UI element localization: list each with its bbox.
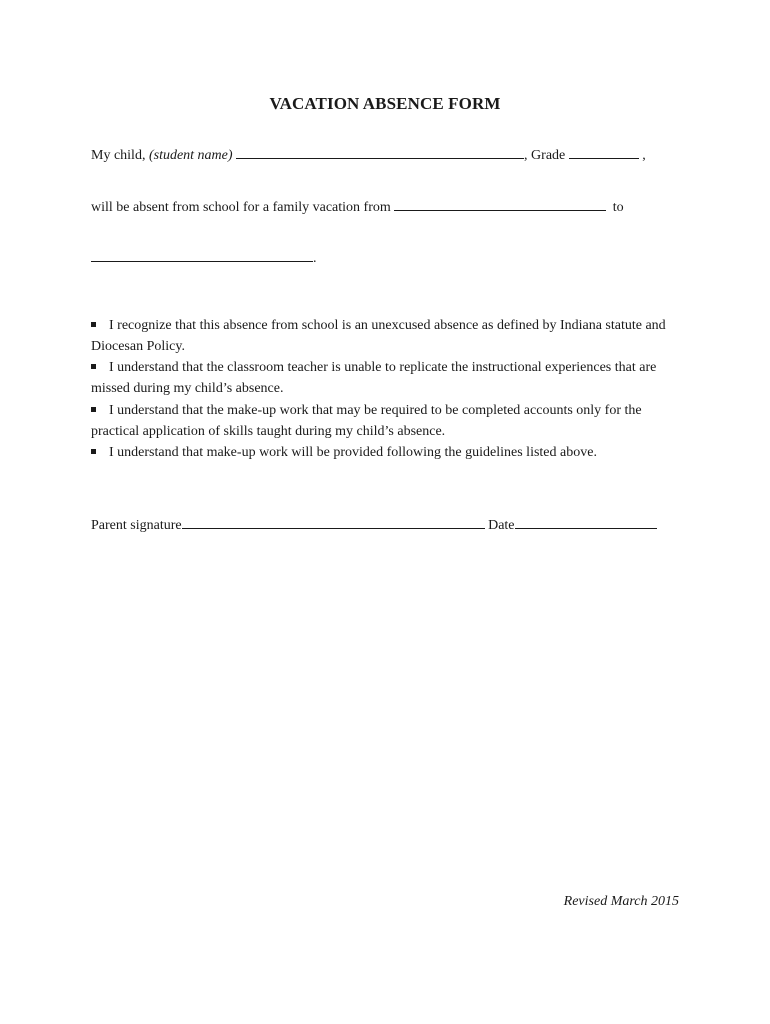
acknowledgement-item xyxy=(91,401,691,442)
acknowledgement-item xyxy=(91,316,691,357)
grade-suffix: , xyxy=(638,148,646,163)
revision-note: Revised March 2015 xyxy=(563,894,679,909)
date-field[interactable] xyxy=(515,516,657,529)
vacation-from-line xyxy=(91,198,624,216)
bullet-icon xyxy=(91,322,96,327)
student-prefix: My child, xyxy=(91,148,149,163)
student-name-field[interactable] xyxy=(236,146,524,159)
acknowledgement-text: I recognize that this absence from school is an unexcused absence as defined by Indiana statute and Diocesan Policy. xyxy=(91,318,666,354)
student-line xyxy=(91,146,646,164)
acknowledgement-item xyxy=(91,443,691,464)
bullet-icon xyxy=(91,449,96,454)
acknowledgement-item xyxy=(91,358,691,399)
acknowledgement-text: I understand that make-up work will be provided following the guidelines listed above. xyxy=(109,445,597,461)
bullet-icon xyxy=(91,364,96,369)
vacation-from-label: will be absent from school for a family vacation from xyxy=(91,200,391,215)
parent-signature-label: Parent signature xyxy=(91,518,182,533)
date-label: Date xyxy=(488,518,515,533)
vacation-to-line xyxy=(91,250,317,267)
parent-signature-field[interactable] xyxy=(182,516,485,529)
acknowledgement-text: I understand that the make-up work that may be required to be completed accounts only for the practical application of skills taught during my child’s absence. xyxy=(91,402,642,439)
acknowledgement-text: I understand that the classroom teacher is unable to replicate the instructional experiences that are missed during my child’s absence. xyxy=(91,360,657,397)
acknowledgement-list xyxy=(91,316,691,465)
grade-field[interactable] xyxy=(569,146,639,159)
student-name-label: (student name) xyxy=(148,148,233,163)
vacation-to-label: to xyxy=(612,200,624,215)
vacation-to-suffix: . xyxy=(313,251,317,266)
vacation-start-field[interactable] xyxy=(394,198,606,211)
bullet-icon xyxy=(91,407,96,412)
form-title: VACATION ABSENCE FORM xyxy=(269,94,501,113)
signature-line xyxy=(91,516,657,534)
vacation-end-field[interactable] xyxy=(91,250,313,262)
grade-label: , Grade xyxy=(524,148,566,163)
